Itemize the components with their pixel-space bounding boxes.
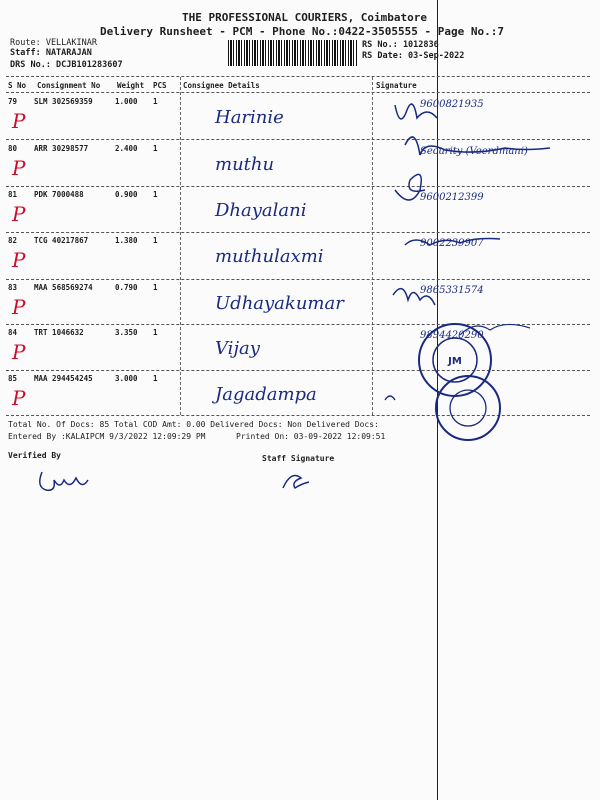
route-label: Route: VELLAKINAR [10,38,97,48]
col-consignee: Consignee Details [183,81,260,90]
row-sno: 83 [8,283,18,292]
row-pcs: 1 [153,374,158,383]
row-consignee: Dhayalani [215,200,307,221]
document-subtitle: Delivery Runsheet - PCM - Phone No.:0422-3505555 - Page No.:7 [100,25,504,38]
row-pcs: 1 [153,328,158,337]
row-delivery-mark: P [12,295,26,319]
row-signature-note: 9600212399 [420,192,484,203]
company-stamp [428,370,518,450]
staff-label: Staff: NATARAJAN [10,48,92,58]
row-sno: 81 [8,190,18,199]
row-sno: 82 [8,236,18,245]
row-signature-note: Security (Veerdmani) [420,146,528,157]
row-weight: 1.000 [115,97,138,106]
row-sno: 85 [8,374,18,383]
staff-signature-label: Staff Signature [262,454,335,463]
row-consignee: Vijay [215,338,260,359]
row-delivery-mark: P [12,386,26,410]
row-consignment: TCG 40217867 [34,236,89,245]
row-signature-note: 9894420290 [420,330,484,341]
row-consignment: SLM 302569359 [34,97,93,106]
row-delivery-mark: P [12,340,26,364]
stamp-center-text: JM [448,356,462,367]
row-consignment: TRT 1046632 [34,328,84,337]
row-signature-note: 9600821935 [420,99,484,110]
divider [6,92,590,93]
row-delivery-mark: P [12,202,26,226]
row-consignee: Jagadampa [215,384,317,405]
row-consignee: muthu [215,154,275,175]
totals-line: Total No. Of Docs: 85 Total COD Amt: 0.00 Delivered Docs: Non Delivered Docs: [8,420,379,429]
row-pcs: 1 [153,97,158,106]
row-sno: 80 [8,144,18,153]
row-pcs: 1 [153,144,158,153]
rs-number: RS No.: 1012836 [362,40,439,50]
row-pcs: 1 [153,236,158,245]
col-sno: S No [8,81,27,90]
row-weight: 3.350 [115,328,138,337]
row-weight: 0.790 [115,283,138,292]
row-pcs: 1 [153,283,158,292]
row-consignment: MAA 294454245 [34,374,93,383]
row-weight: 1.380 [115,236,138,245]
col-signature: Signature [376,81,417,90]
drs-label: DRS No.: DCJB101283607 [10,60,123,70]
row-delivery-mark: P [12,248,26,272]
row-weight: 3.000 [115,374,138,383]
row-consignee: muthulaxmi [215,246,324,267]
document-title: THE PROFESSIONAL COURIERS, Coimbatore [182,11,428,24]
verifier-signature [30,462,100,502]
row-delivery-mark: P [12,109,26,133]
row-consignee: Harinie [215,107,284,128]
staff-signature [278,466,318,496]
row-signature-note: 9002239907 [420,238,484,249]
row-consignment: MAA 568569274 [34,283,93,292]
verified-by-label: Verified By [8,451,61,460]
row-pcs: 1 [153,190,158,199]
row-signature-note: 9865331574 [420,285,484,296]
column-separator [372,77,373,415]
row-consignee: Udhayakumar [215,293,344,314]
row-consignment: PDK 7000488 [34,190,84,199]
row-delivery-mark: P [12,156,26,180]
row-consignment: ARR 30298577 [34,144,89,153]
col-consignment: Consignment No [37,81,101,90]
row-weight: 2.400 [115,144,138,153]
barcode [228,40,358,66]
column-separator [180,77,181,415]
printed-on: Printed On: 03-09-2022 12:09:51 [236,432,386,441]
divider [6,76,590,77]
col-pcs: PCS [153,81,167,90]
entered-by: Entered By :KALAIPCM 9/3/2022 12:09:29 PM [8,432,206,441]
row-sno: 84 [8,328,18,337]
row-weight: 0.900 [115,190,138,199]
rs-date: RS Date: 03-Sep-2022 [362,51,465,61]
col-weight: Weight [117,81,145,90]
row-sno: 79 [8,97,18,106]
